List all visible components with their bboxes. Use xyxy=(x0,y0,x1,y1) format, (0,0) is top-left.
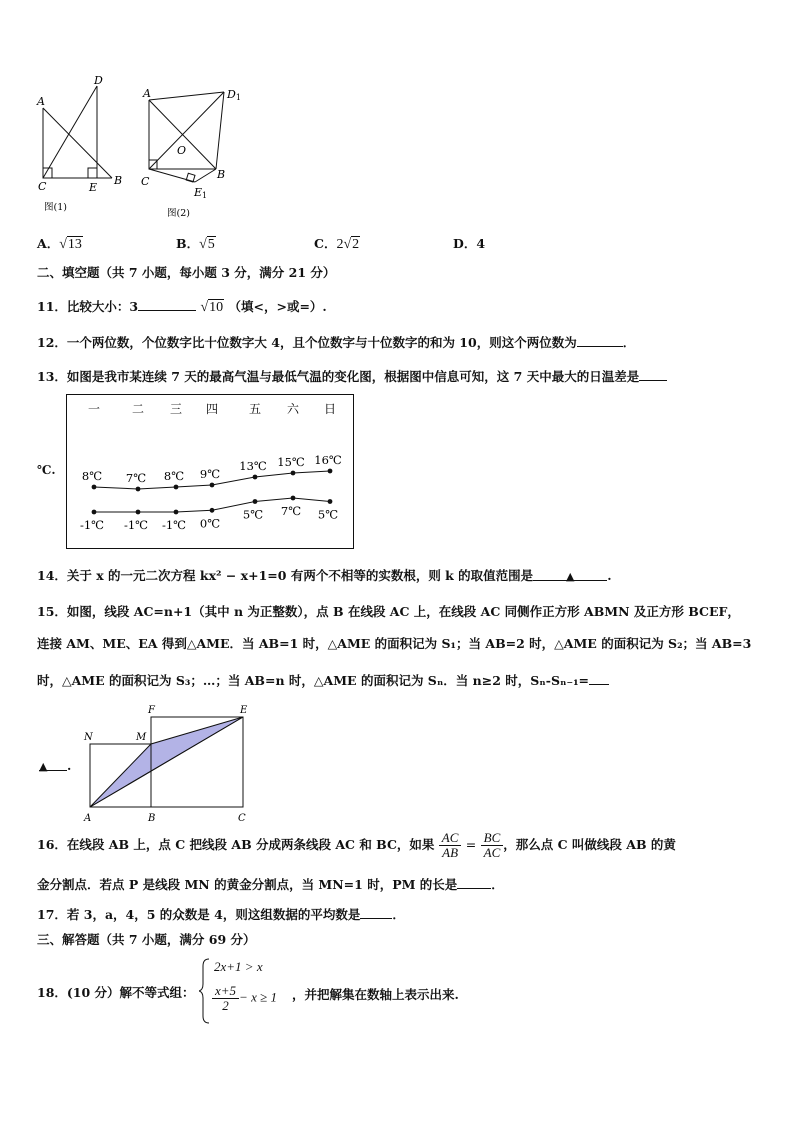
fig15-label-C: C xyxy=(238,813,246,824)
temperature-chart xyxy=(66,394,354,549)
option-a: A．√13 xyxy=(37,236,82,252)
fig15-label-A: A xyxy=(84,813,92,824)
high-temp-point xyxy=(291,471,296,476)
fig2-label-E1: E1 xyxy=(194,186,208,200)
high-temp-label: 9℃ xyxy=(199,467,221,481)
figure-1 xyxy=(43,86,112,178)
high-temp-point xyxy=(92,485,97,490)
low-temp-label: 5℃ xyxy=(317,507,339,522)
square-figure xyxy=(80,700,260,825)
high-temp-point xyxy=(136,487,141,492)
question-14: 14．关于 x 的一元二次方程 kx² − x+1=0 有两个不相等的实数根，则 k 的取值范围是 ▲ . xyxy=(37,568,612,583)
chart-unit-label: ℃. xyxy=(37,463,56,477)
low-temp-label: 7℃ xyxy=(280,504,302,518)
question-12: 12．一个两位数，个位数字比十位数字大 4，且个位数字与十位数字的和为 10，则这个两位数为 ． xyxy=(37,335,636,350)
fig2-label-O: O xyxy=(177,144,187,157)
low-temp-point xyxy=(210,508,215,513)
question-15-line-3: 时，△AME 的面积记为 S₃；…；当 AB=n 时，△AME 的面积记为 Sₙ．当 n≥2 时，Sₙ-Sₙ₋₁= xyxy=(37,672,609,689)
option-b: B．√5 xyxy=(176,236,215,252)
high-temp-label: 13℃ xyxy=(239,459,267,473)
question-15-line-2: 连接 AM、ME、EA 得到△AME．当 AB=1 时，△AME 的面积记为 S₁；当 AB=2 时，△AME 的面积记为 S₂；当 AB=3 xyxy=(37,636,752,651)
question-15-answer: ▲ . xyxy=(39,758,72,773)
low-temp-label: -1℃ xyxy=(123,518,149,532)
inequality-1: 2x+1 > x xyxy=(214,959,263,974)
low-temp-point xyxy=(136,510,141,515)
fig1-label-C: C xyxy=(38,180,47,193)
fig2-label-C: C xyxy=(141,175,150,188)
question-18-suffix: ，并把解集在数轴上表示出来. xyxy=(292,987,459,1002)
day-label: 四 xyxy=(205,402,219,416)
fig2-label-B: B xyxy=(217,168,226,181)
fig15-label-B: B xyxy=(148,813,156,824)
high-temp-point xyxy=(174,485,179,490)
system-brace xyxy=(199,958,211,1024)
question-16-line-1: 16．在线段 AB 上，点 C 把线段 AB 分成两条线段 AC 和 BC，如果 $\frac{AC}{AB}$ = $\frac{BC}{AC}$ ，那么点 C 叫做线段 AB 的黄 xyxy=(37,830,676,860)
low-temp-point xyxy=(92,510,97,515)
question-11: 11．比较大小：3 √10 （填<，>或=）. xyxy=(37,299,327,315)
section-2-title: 二、填空题（共 7 小题，每小题 3 分，满分 21 分） xyxy=(37,265,336,280)
fig2-label-A: A xyxy=(143,87,151,100)
fig1-label-B: B xyxy=(114,174,123,187)
day-label: 三 xyxy=(169,402,183,416)
question-16-line-2: 金分割点．若点 P 是线段 MN 的黄金分割点，当 MN=1 时，PM 的长是 ． xyxy=(37,877,504,892)
low-temp-point xyxy=(291,496,296,501)
low-temp-label: 5℃ xyxy=(242,507,264,522)
day-label: 六 xyxy=(286,402,300,416)
low-temp-point xyxy=(174,510,179,515)
high-temp-point xyxy=(210,483,215,488)
option-c: C．2√2 xyxy=(314,236,360,252)
figure-2 xyxy=(149,92,224,182)
fig2-caption: 图(2) xyxy=(167,208,190,219)
low-temp-label: 0℃ xyxy=(199,516,221,531)
fig1-label-A: A xyxy=(37,95,45,108)
day-label: 日 xyxy=(323,402,337,416)
section-3-title: 三、解答题（共 7 小题，满分 69 分） xyxy=(37,932,256,947)
fig15-label-F: F xyxy=(148,705,155,716)
question-15-line-1: 15．如图，线段 AC=n+1（其中 n 为正整数），点 B 在线段 AC 上，在线段 AC 同侧作正方形 ABMN 及正方形 BCEF， xyxy=(37,604,740,619)
fig2-label-D1: D1 xyxy=(227,88,241,102)
high-temp-point xyxy=(253,475,258,480)
low-temp-label: -1℃ xyxy=(79,518,105,532)
high-temp-label: 16℃ xyxy=(314,453,342,467)
day-label: 一 xyxy=(87,402,101,416)
fig1-caption: 图(1) xyxy=(44,202,67,213)
low-temp-point xyxy=(253,499,258,504)
low-temp-point xyxy=(328,499,333,504)
fig15-label-M: M xyxy=(136,732,147,743)
question-18-prefix: 18．(10 分）解不等式组： xyxy=(37,985,195,1000)
inequality-2: $\frac{x+5}{2}$ − x ≥ 1 xyxy=(212,984,277,1013)
high-temp-label: 15℃ xyxy=(277,455,305,469)
high-temp-label: 7℃ xyxy=(125,471,147,485)
day-label: 五 xyxy=(248,402,262,416)
day-label: 二 xyxy=(131,402,145,416)
question-13: 13．如图是我市某连续 7 天的最高气温与最低气温的变化图，根据图中信息可知，这 7 天中最大的日温差是 xyxy=(37,368,667,385)
fig15-label-N: N xyxy=(84,732,93,743)
fig1-label-D: D xyxy=(94,74,103,87)
question-17: 17．若 3，a，4，5 的众数是 4，则这组数据的平均数是 ． xyxy=(37,907,405,922)
high-temp-point xyxy=(328,469,333,474)
geometry-figures xyxy=(30,72,260,222)
high-temp-label: 8℃ xyxy=(81,469,103,483)
high-temp-label: 8℃ xyxy=(163,469,185,483)
fig15-label-E: E xyxy=(240,705,248,716)
option-d: D．4 xyxy=(453,236,486,251)
low-temp-label: -1℃ xyxy=(161,518,187,532)
fig1-label-E: E xyxy=(89,181,98,194)
